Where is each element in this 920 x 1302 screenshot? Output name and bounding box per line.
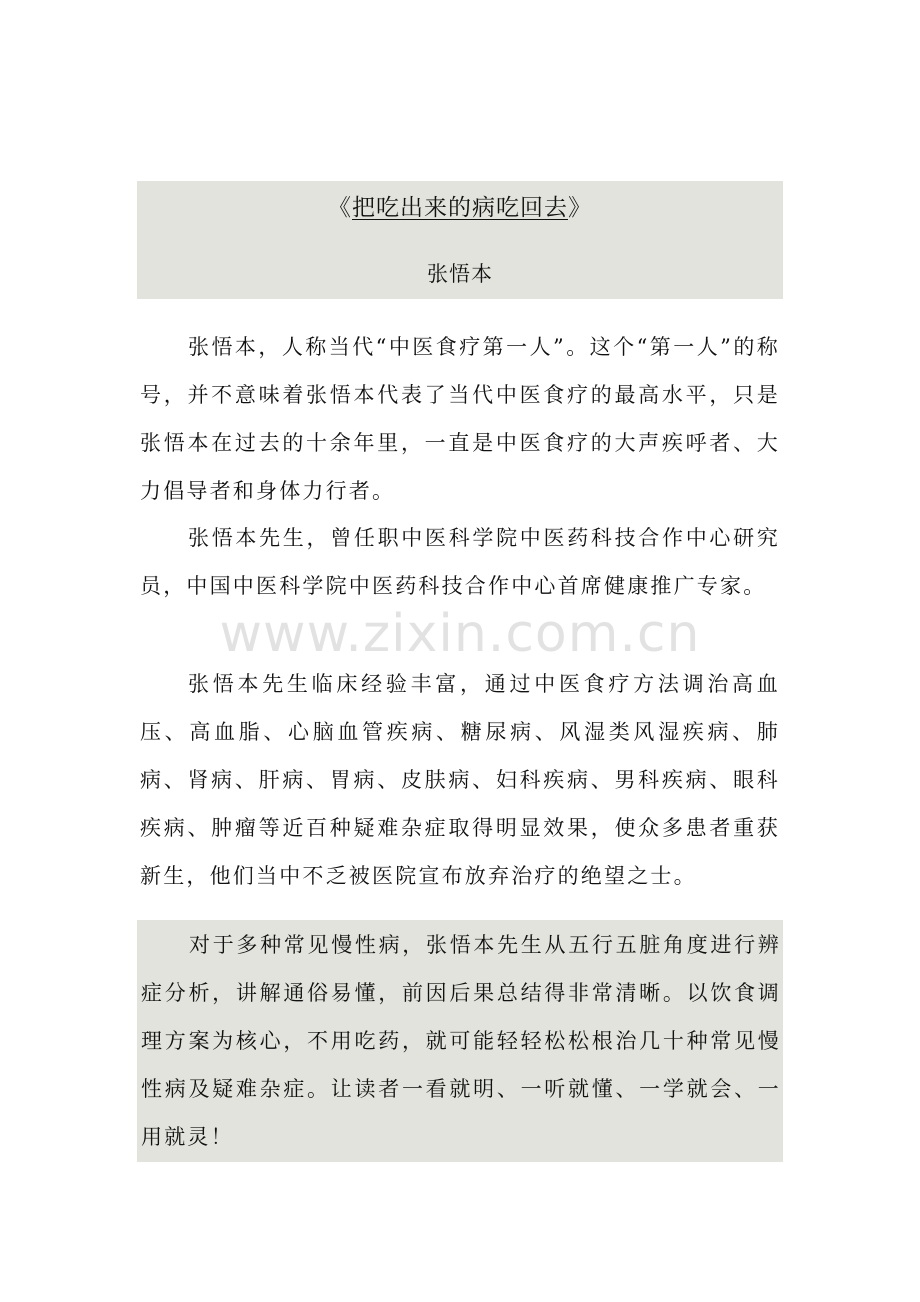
document-author: 张悟本 [427,262,493,286]
title-open-bracket: 《 [328,195,352,221]
paragraph-method: 对于多种常见慢性病，张悟本先生从五行五脏角度进行辨症分析，讲解通俗易懂，前因后果总结得非常清晰。以饮食调理方案为核心，不用吃药，就可能轻轻松松根治几十种常见慢性病及疑难杂症。让读者一看就明、一听就懂、一学就会、一用就灵！ [141,933,781,1149]
paragraph-intro: 张悟本，人称当代“中医食疗第一人”。这个“第一人”的称号，并不意味着张悟本代表了当代中医食疗的最高水平，只是张悟本在过去的十余年里，一直是中医食疗的大声疾呼者、大力倡导者和身体力行者。 [140,335,780,503]
document-title [137,193,783,223]
highlight-block [137,920,783,1162]
title-block [137,181,783,299]
paragraph-position: 张悟本先生，曾任职中医科学院中医药科技合作中心研究员，中国中医科学院中医药科技合作中心首席健康推广专家。 [140,526,780,598]
title-text: 把吃出来的病吃回去 [352,195,568,221]
watermark: www.zixin.com.cn [219,604,701,664]
paragraph-experience: 张悟本先生临床经验丰富，通过中医食疗方法调治高血压、高血脂、心脑血管疾病、糖尿病、风湿类风湿疾病、肺病、肾病、肝病、胃病、皮肤病、妇科疾病、男科疾病、眼科疾病、肿瘤等近百种疑难杂症取得明显效果，使众多患者重获新生，他们当中不乏被医院宣布放弃治疗的绝望之士。 [140,672,780,888]
title-close-bracket: 》 [568,195,592,221]
